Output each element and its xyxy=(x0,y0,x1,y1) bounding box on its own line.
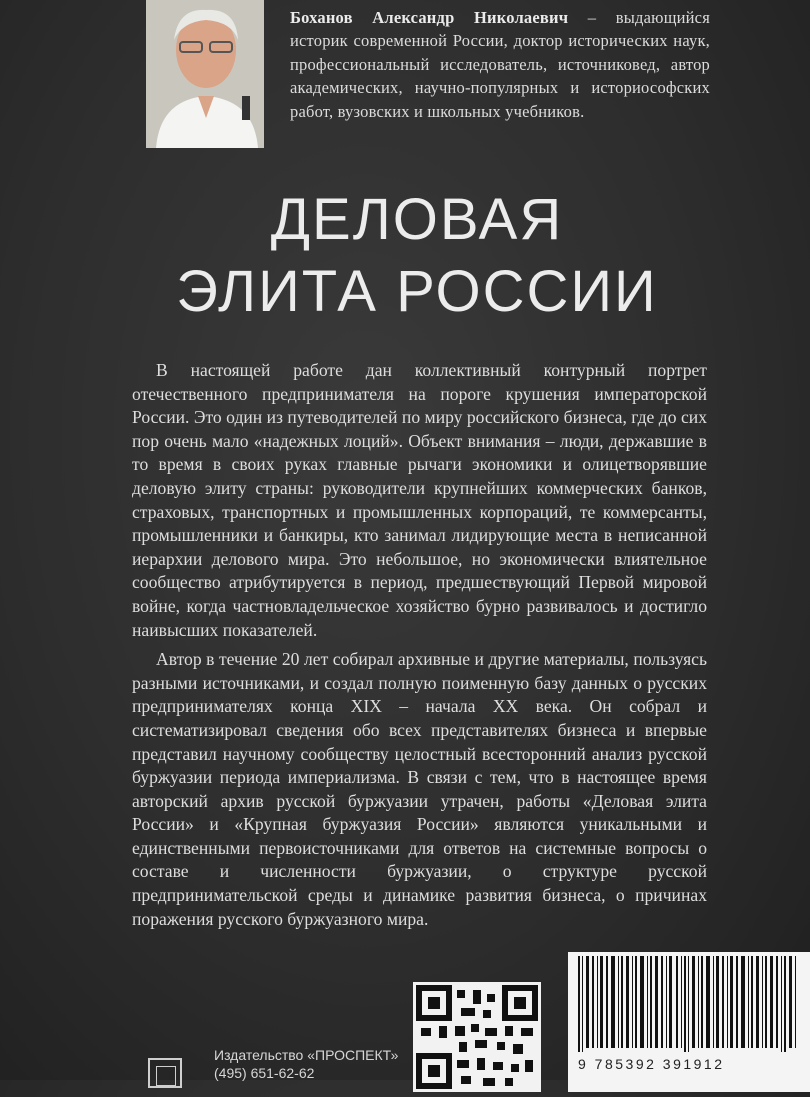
author-name: Боханов Александр Николаевич xyxy=(290,8,569,27)
author-bio xyxy=(290,6,710,123)
qr-code-icon xyxy=(413,982,541,1092)
author-description: – выдающийся историк современной России, доктор исторических наук, профессиональный исследователь, источниковед, автор академических, научно-популярных и историософских работ, вузовских и школьных учебников. xyxy=(290,8,710,121)
publisher-phone: (495) 651-62-62 xyxy=(214,1065,315,1081)
annotation xyxy=(132,359,707,937)
book-title-line-2: ЭЛИТА РОССИИ xyxy=(176,259,658,324)
publisher-logo-icon xyxy=(148,1058,182,1088)
annotation-paragraph-2: Автор в течение 20 лет собирал архивные и другие материалы, пользуясь разными источниками, и создал полную поименную базу данных о русских предпринимателях конца XIX – начала XX века. Он собрал и систематизировал сведения обо всех представителях бизнеса и впервые представил научному сообществу целостный всесторонний анализ русской буржуазии периода империализма. В связи с тем, что в настоящее время авторский архив русской буржуазии утрачен, работы «Деловая элита России» и «Крупная буржуазия России» являются уникальными и единственными первоисточниками для ответов на системные вопросы о составе и численности буржуазии, о структуре русской предпринимательской среды и динамике развития бизнеса, о причинах поражения русского буржуазного мира. xyxy=(132,649,707,929)
isbn-number: 9 785392 391912 xyxy=(578,1056,725,1072)
publisher-name: Издательство «ПРОСПЕКТ» xyxy=(214,1047,399,1063)
book-title-line-1: ДЕЛОВАЯ xyxy=(270,187,564,252)
author-photo xyxy=(146,0,264,148)
publisher-info xyxy=(214,1046,398,1082)
annotation-paragraph-1: В настоящей работе дан коллективный контурный портрет отечественного предпринимателя на пороге крушения императорской России. Это один из путеводителей по миру российского бизнеса, где до сих пор очень мало «надежных лоций». Объект внимания – люди, державшие в то время в своих руках главные рычаги экономики и олицетворявшие деловую элиту страны: руководители крупнейших коммерческих банков, страховых, транспортных и промышленных корпораций, те коммерсанты, промышленники и банкиры, кто занимал лидирующие места в неписанной иерархии делового мира. Это небольшое, но экономически влиятельное сообщество атрибутируется в период, предшествующий Первой мировой войне, когда частновладельческое хозяйство бурно развивалось и достигло наивысших показателей. xyxy=(132,360,707,640)
